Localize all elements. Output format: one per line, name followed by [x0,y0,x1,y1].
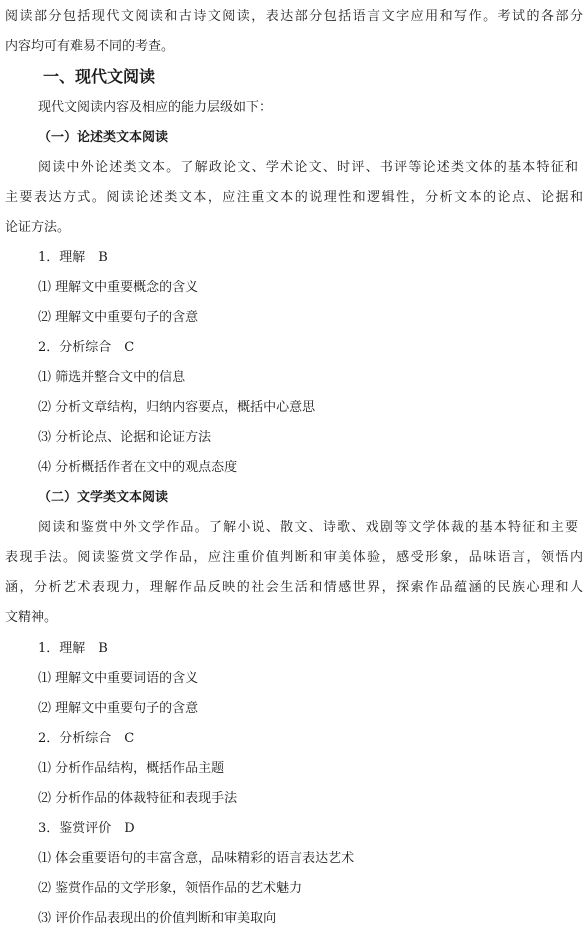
part2-para-line-4: 文精神。 [5,610,58,625]
part1-group2-item-3: ⑶ 分析论点、论据和论证方法 [38,430,212,445]
part2-group2-heading: 2．分析综合 C [38,731,135,746]
part1-group2-item-2: ⑵ 分析文章结构，归纳内容要点，概括中心意思 [38,400,316,415]
part2-group2-item-2: ⑵ 分析作品的体裁特征和表现手法 [38,791,238,806]
part1-title: （一）论述类文本阅读 [38,130,169,145]
part1-group1-item-2: ⑵ 理解文中重要句子的含意 [38,310,199,325]
part2-para-line-3: 涵，分析艺术表现力，理解作品反映的社会生活和情感世界，探索作品蕴涵的民族心理和人 [5,580,583,595]
part1-para-line-1: 阅读中外论述类文本。了解政论文、学术论文、时评、书评等论述类文体的基本特征和 [38,160,578,175]
part1-group2-heading: 2．分析综合 C [38,340,135,355]
part2-group3-item-2: ⑵ 鉴赏作品的文学形象，领悟作品的艺术魅力 [38,881,303,896]
part2-group3-heading: 3．鉴赏评价 D [38,821,135,836]
part2-title: （二）文学类文本阅读 [38,490,169,505]
part2-group3-item-1: ⑴ 体会重要语句的丰富含意，品味精彩的语言表达艺术 [38,851,355,866]
part2-para-line-1: 阅读和鉴赏中外文学作品。了解小说、散文、诗歌、戏剧等文学体裁的基本特征和主要 [38,520,578,535]
part1-para-line-2: 主要表达方式。阅读论述类文本，应注重文本的说理性和逻辑性，分析文本的论点、论据和 [5,190,583,205]
part2-group1-heading: 1．理解 B [38,641,108,656]
part2-group2-item-1: ⑴ 分析作品结构，概括作品主题 [38,761,225,776]
section-lead: 现代文阅读内容及相应的能力层级如下： [38,100,273,115]
part2-group1-item-2: ⑵ 理解文中重要句子的含意 [38,701,199,716]
section-title: 一、现代文阅读 [43,67,156,86]
part1-para-line-3: 论证方法。 [5,220,71,235]
part2-group3-item-3: ⑶ 评价作品表现出的价值判断和审美取向 [38,911,277,926]
intro-line-1: 阅读部分包括现代文阅读和古诗文阅读，表达部分包括语言文字应用和写作。考试的各部分 [5,9,583,24]
part2-para-line-2: 表现手法。阅读鉴赏文学作品，应注重价值判断和审美体验，感受形象，品味语言，领悟内 [5,550,583,565]
part1-group1-item-1: ⑴ 理解文中重要概念的含义 [38,280,199,295]
part1-group2-item-1: ⑴ 筛选并整合文中的信息 [38,370,186,385]
part1-group2-item-4: ⑷ 分析概括作者在文中的观点态度 [38,460,238,475]
intro-line-2: 内容均可有难易不同的考查。 [5,39,175,54]
part1-group1-heading: 1．理解 B [38,250,108,265]
part2-group1-item-1: ⑴ 理解文中重要词语的含义 [38,671,199,686]
